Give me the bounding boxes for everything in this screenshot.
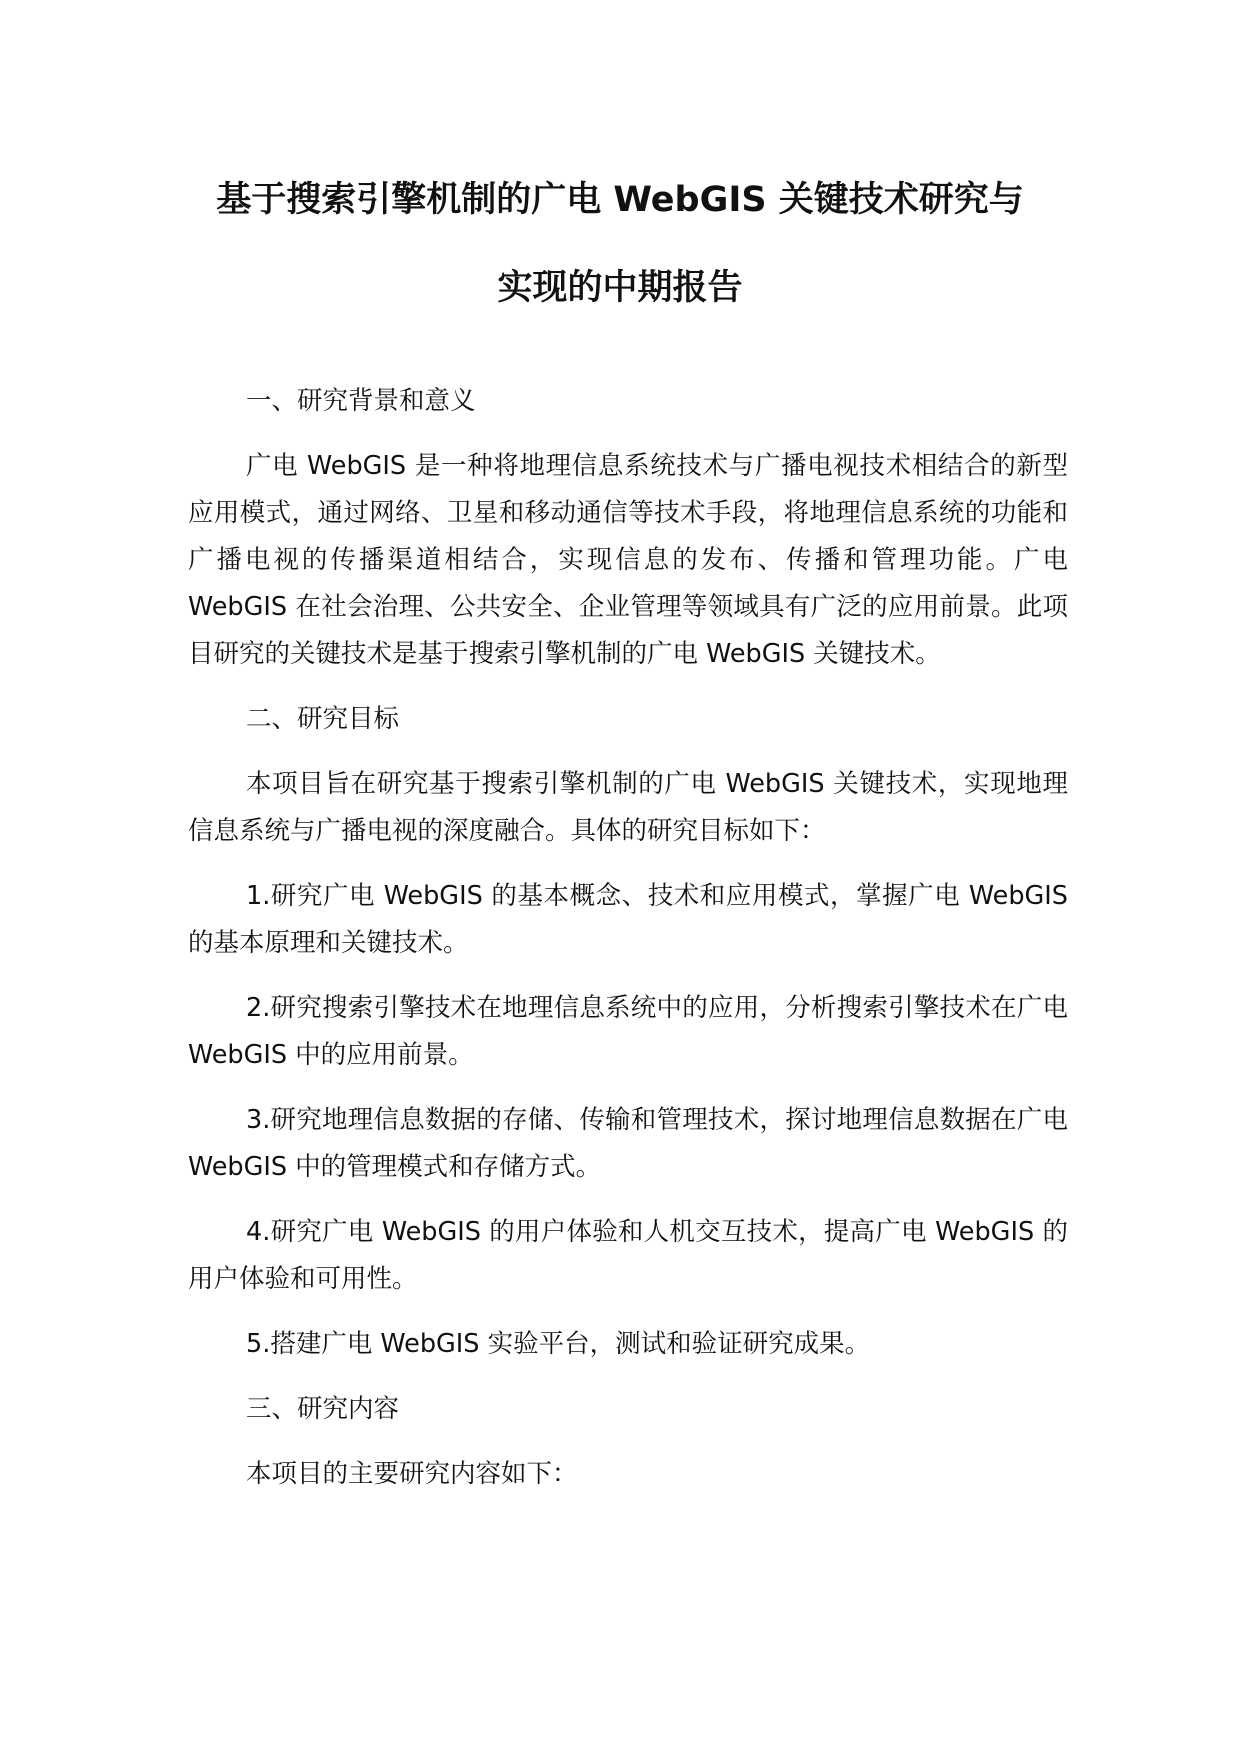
- goal-item-2: 2.研究搜索引擎技术在地理信息系统中的应用，分析搜索引擎技术在广电 WebGIS 中的应用前景。: [188, 993, 1068, 1070]
- goal-item-3: 3.研究地理信息数据的存储、传输和管理技术，探讨地理信息数据在广电 WebGIS 中的管理模式和存储方式。: [188, 1105, 1068, 1182]
- document-title-line-1: 基于搜索引擎机制的广电 WebGIS 关键技术研究与: [216, 180, 1024, 220]
- goal-item-4: 4.研究广电 WebGIS 的用户体验和人机交互技术，提高广电 WebGIS 的用户体验和可用性。: [188, 1217, 1068, 1294]
- section-heading-content: 三、研究内容: [246, 1394, 400, 1424]
- goals-intro-paragraph: 本项目旨在研究基于搜索引擎机制的广电 WebGIS 关键技术，实现地理信息系统与广播电视的深度融合。具体的研究目标如下：: [188, 769, 1068, 846]
- goal-item-1: 1.研究广电 WebGIS 的基本概念、技术和应用模式，掌握广电 WebGIS 的基本原理和关键技术。: [188, 881, 1068, 958]
- background-paragraph: 广电 WebGIS 是一种将地理信息系统技术与广播电视技术相结合的新型应用模式，通过网络、卫星和移动通信等技术手段，将地理信息系统的功能和广播电视的传播渠道相结合，实现信息的发布、传播和管理功能。广电 WebGIS 在社会治理、公共安全、企业管理等领域具有广泛的应用前景。此项目研究的关键技术是基于搜索引擎机制的广电 WebGIS 关键技术。: [188, 451, 1068, 669]
- goal-item-5: 5.搭建广电 WebGIS 实验平台，测试和验证研究成果。: [246, 1329, 871, 1359]
- section-heading-goals: 二、研究目标: [246, 704, 400, 734]
- section-heading-background: 一、研究背景和意义: [246, 386, 476, 416]
- content-intro-paragraph: 本项目的主要研究内容如下：: [246, 1459, 578, 1489]
- document-title-line-2: 实现的中期报告: [497, 268, 743, 308]
- document-body: [188, 378, 1068, 1516]
